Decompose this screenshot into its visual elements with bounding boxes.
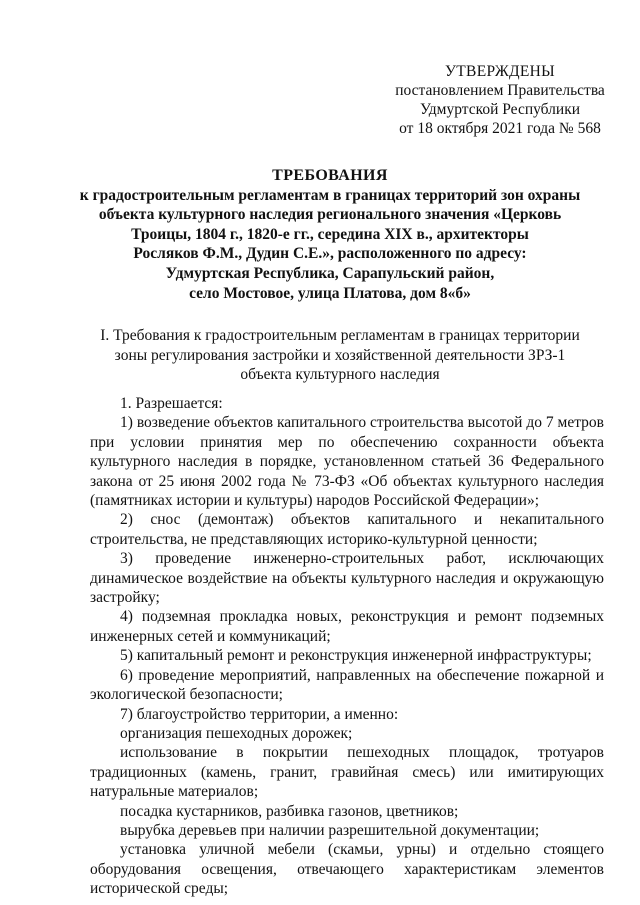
clause-1-6: 6) проведение мероприятий, направленных на обеспечение пожарной и экологической безопасности; [90, 666, 604, 704]
clause-1-1: 1) возведение объектов капитального строительства высотой до 7 метров при условии принятия мер по обеспечению сохранности объекта культурного наследия в порядке, установленном статьей 36 Федерального закона от 25 июня 2002 года № 73-ФЗ «Об объектах культурного наследия (памятниках истории и культуры) народов Российской Федерации»; [90, 414, 604, 510]
approval-block [380, 62, 620, 138]
approval-title: УТВЕРЖДЕНЫ [445, 63, 555, 80]
clause-1-4: 4) подземная прокладка новых, реконструкция и ремонт подземных инженерных сетей и коммуникаций; [90, 608, 604, 645]
clause-1-7-item: установка уличной мебели (скамьи, урны) и отдельно стоящего оборудования освещения, отвечающего характеристикам элементов исторической среды; [90, 841, 604, 898]
clause-1-7-item: посадка кустарников, разбивка газонов, цветников; [120, 802, 459, 820]
clause-1-7-item: вырубка деревьев при наличии разрешительной документации; [120, 821, 540, 839]
heading-line: объекта культурного наследия регионального значения «Церковь [98, 206, 562, 224]
heading-line: к градостроительным регламентам в границах территорий зон охраны [79, 186, 581, 204]
approval-line: постановлением Правительства [395, 82, 605, 99]
clause-1-3: 3) проведение инженерно-строительных работ, исключающих динамическое воздействие на объекты культурного наследия и окружающую застройку; [90, 550, 604, 607]
clause-1-5: 5) капитальный ремонт и реконструкция инженерной инфраструктуры; [120, 647, 592, 665]
heading-line: Росляков Ф.М., Дудин С.Е.», расположенного по адресу: [133, 245, 527, 263]
heading-line: Удмуртская Республика, Сарапульский район, [165, 264, 495, 282]
document-heading [70, 166, 590, 303]
heading-line: Троицы, 1804 г., 1820-е гг., середина XIX в., архитекторы [131, 225, 529, 243]
section-heading-line: I. Требования к градостроительным регламентам в границах территории [100, 327, 580, 344]
clause-1-2: 2) снос (демонтаж) объектов капитального и некапитального строительства, не представляющих историко-культурной ценности; [90, 511, 604, 548]
clause-1-7-item: организация пешеходных дорожек; [120, 724, 353, 742]
document-body [90, 394, 604, 899]
approval-date: от 18 октября 2021 года № 568 [399, 120, 601, 137]
clause-1: 1. Разрешается: [120, 395, 223, 412]
section-heading [90, 326, 590, 385]
document-title: ТРЕБОВАНИЯ [272, 167, 388, 184]
clause-1-7-item: использование в покрытии пешеходных площадок, тротуаров традиционных (камень, гранит, гравийная смесь) или имитирующих натуральные материалов; [90, 744, 604, 801]
heading-line: село Мостовое, улица Платова, дом 8«б» [189, 284, 471, 302]
approval-line: Удмуртской Республики [419, 101, 581, 118]
clause-1-7: 7) благоустройство территории, а именно: [120, 705, 399, 723]
section-heading-line: зоны регулирования застройки и хозяйственной деятельности ЗРЗ-1 [114, 346, 566, 364]
section-heading-line: объекта культурного наследия [240, 366, 440, 383]
